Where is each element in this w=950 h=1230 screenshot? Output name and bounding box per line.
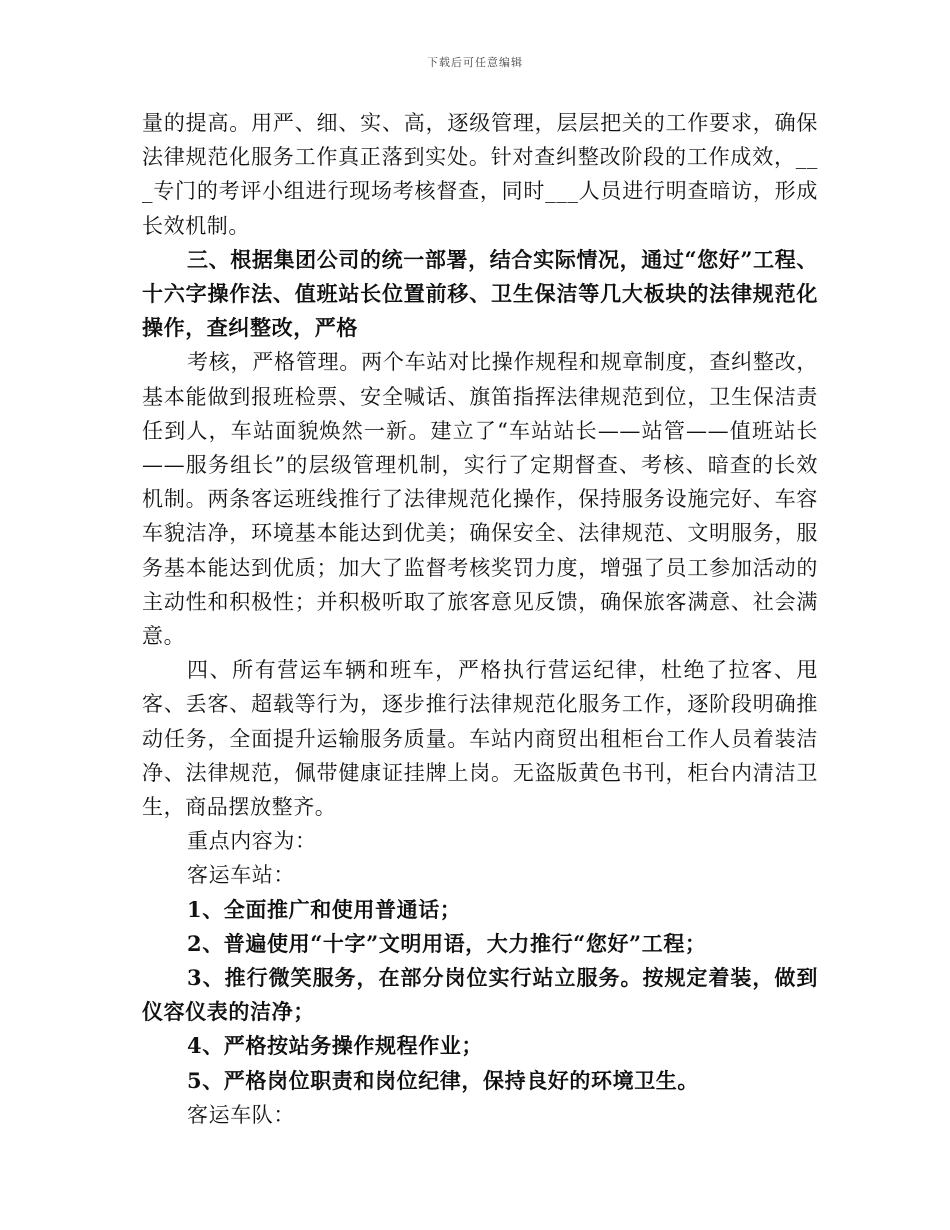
paragraph-fleet-label: 客运车队： <box>187 1102 295 1127</box>
list-item-3: 3、推行微笑服务，在部分岗位实行站立服务。按规定着装，做到仪容仪表的洁净； <box>142 965 818 1025</box>
page-header: 下载后可任意编辑 <box>427 56 523 69</box>
list-item-1: 1、全面推广和使用普通话； <box>187 896 462 922</box>
list-item-4: 4、严格按站务操作规程作业； <box>187 1033 484 1059</box>
list-item-2: 2、普遍使用“十字”文明用语，大力推行“您好”工程； <box>187 930 707 956</box>
paragraph-station-label: 客运车站： <box>187 863 295 888</box>
document-body <box>142 106 818 1132</box>
paragraph-section-3-heading: 三、根据集团公司的统一部署，结合实际情况，通过“您好”工程、十六字操作法、值班站长位置前移、卫生保洁等几大板块的法律规范化操作，查纠整改，严格 <box>142 246 818 341</box>
paragraph-key-content-label: 重点内容为： <box>187 829 317 854</box>
paragraph-section-4: 四、所有营运车辆和班车，严格执行营运纪律，杜绝了拉客、甩客、丢客、超载等行为，逐步推行法律规范化服务工作，逐阶段明确推动任务，全面提升运输服务质量。车站内商贸出租柜台工作人员着装洁净、法律规范，佩带健康证挂牌上岗。无盗版黄色书刊，柜台内清洁卫生，商品摆放整齐。 <box>142 658 818 820</box>
list-item-5: 5、严格岗位职责和岗位纪律，保持良好的环境卫生。 <box>187 1067 700 1093</box>
paragraph-continuation: 量的提高。用严、细、实、高，逐级管理，层层把关的工作要求，确保法律规范化服务工作真正落到实处。针对查纠整改阶段的工作成效，___专门的考评小组进行现场考核督查，同时___人员进行明查暗访，形成长效机制。 <box>142 111 818 238</box>
paragraph-section-3-body: 考核，严格管理。两个车站对比操作规程和规章制度，查纠整改，基本能做到报班检票、安全喊话、旗笛指挥法律规范到位，卫生保洁责任到人，车站面貌焕然一新。建立了“车站站长——站管——值班站长——服务组长”的层级管理机制，实行了定期督查、考核、暗查的长效机制。两条客运班线推行了法律规范化操作，保持服务设施完好、车容车貌洁净，环境基本能达到优美；确保安全、法律规范、文明服务，服务基本能达到优质；加大了监督考核奖罚力度，增强了员工参加活动的主动性和积极性；并积极听取了旅客意见反馈，确保旅客满意、社会满意。 <box>142 350 818 649</box>
